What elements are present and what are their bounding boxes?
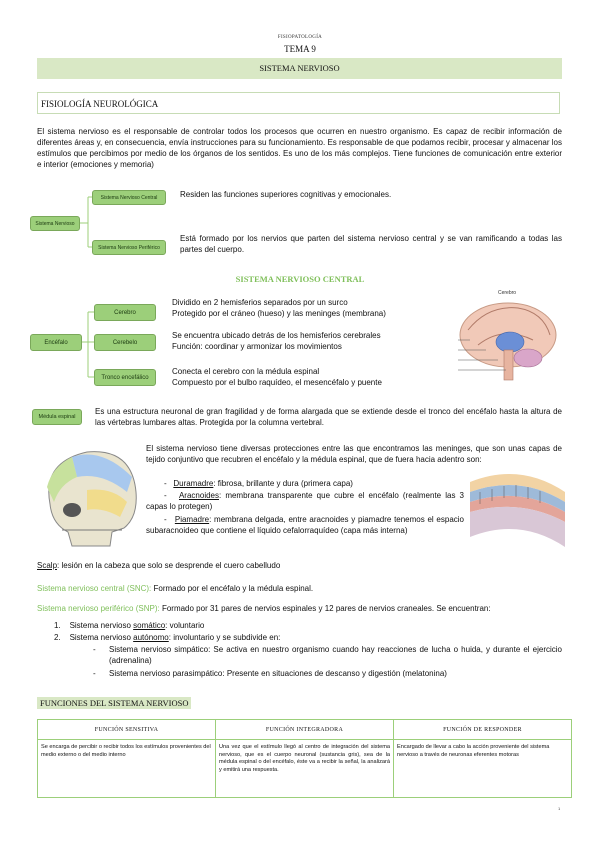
list-text: : voluntario [165,621,205,630]
header-integradora: FUNCIÓN INTEGRADORA [216,720,394,740]
meninges-illustration [470,462,565,550]
cell-responder: Encargado de llevar a cabo la acción proveniente del sistema nervioso a través de neuronas eferentes motoras [394,740,572,798]
node-snp: Sistema Nervioso Periférico [92,240,166,255]
dash: - [93,669,96,678]
list-text: Sistema nervioso [69,621,134,630]
autonomo-term: autónomo [133,633,169,642]
meninges-intro: El sistema nervioso tiene diversas protecciones entre las que encontramos las meninges, que son unas capas de tejido conjuntivo que recubren el encéfalo y la médula espinal, que de fuera hacia adentro son: [146,444,562,464]
snc-title: SISTEMA NERVIOSO CENTRAL [235,274,365,284]
node-sistema-nervioso: Sistema Nervioso [30,216,80,231]
aracnoides-term: Aracnoides [178,491,219,500]
page-number: 1 [558,806,561,811]
node-encefalo: Encéfalo [30,334,82,351]
snp-line-text: Formado por 31 pares de nervios espinales y 12 pares de nervios craneales. Se encuentran: [159,604,491,613]
medula-description: Es una estructura neuronal de gran fragilidad y de forma alargada que se extiende desde el tronco del encéfalo hasta la altura de las vértebras lumbares altas. Protegida por la columna vertebral. [95,407,562,427]
dash: - [164,515,167,524]
piamadre-term: Piamadre [174,515,210,524]
meninges-duramadre [164,478,414,489]
chapter-bar: SISTEMA NERVIOSO [37,58,562,79]
header-responder: FUNCIÓN DE RESPONDER [394,720,572,740]
skull-illustration [32,442,144,552]
piamadre-text: : membrana delgada, entre aracnoides y piamadre tenemos el espacio subaracnoideo que contiene el líquido cefalorraquídeo (capa más interna) [146,515,465,535]
cerebelo-line1: Se encuentra ubicado detrás de los hemisferios cerebrales [172,331,381,340]
section-title-fisiologia: FISIOLOGÍA NEUROLÓGICA [37,92,560,114]
scalp-text: : lesión en la cabeza que solo se desprende el cuero cabelludo [57,561,281,570]
duramadre-text: : fibrosa, brillante y dura (primera capa) [213,479,353,488]
list-number: 2. [54,633,61,642]
aracnoides-text: : membrana transparente que cubre el encéfalo (realmente las 3 capas lo protegen) [146,491,464,511]
cell-sensitiva: Se encarga de percibir o recibir todos los estímulos provenientes del medio externo o del medio interno [38,740,216,798]
node-tronco: Tronco encefálico [94,369,156,386]
brain-label: Cerebro [498,290,517,296]
tronco-line2: Compuesto por el bulbo raquídeo, el mesencéfalo y puente [172,378,382,387]
list-text: Sistema nervioso [69,633,134,642]
snc-term: Sistema nervioso central (SNC): [37,584,152,593]
node-medula-espinal: Médula espinal [32,409,82,425]
node-snc: Sistema Nervioso Central [92,190,166,205]
snp-description: Está formado por los nervios que parten del sistema nervioso central y se van ramificando a todas las partes del cuerpo. [180,234,562,254]
functions-title: FUNCIONES DEL SISTEMA NERVIOSO [37,697,191,709]
list-item-autonomo [54,632,534,643]
somatico-term: somático [133,621,166,630]
snp-term: Sistema nervioso periférico (SNP): [37,604,160,613]
list-text: : involuntario y se subdivide en: [168,633,281,642]
topic-title: TEMA 9 [284,44,316,54]
snp-line [37,603,562,614]
node-cerebelo: Cerebelo [94,334,156,351]
brain-illustration [448,290,563,390]
intro-paragraph: El sistema nervioso es el responsable de controlar todos los procesos que ocurren en nuestro organismo. Es capaz de recibir información de diferentes áreas y, en consecuencia, envía instrucciones para su funcionamiento. Es responsable de que podamos recibir, procesar y almacenar los estímulos que percibimos por medio de los órganos de los sentidos. Es uno de los más complejos. Tiene funciones de comunicación entre exterior e interior (emociones y memoria) [37,127,562,169]
list-item-somatico [54,620,534,631]
cerebro-line2: Protegido por el cráneo (hueso) y las meninges (membrana) [172,309,386,318]
simpatico-item: Sistema nervioso simpático: Se activa en nuestro organismo cuando hay reacciones de lucha o huida, y durante el ejercicio (adrenalina) [109,645,562,665]
list-number: 1. [54,621,61,630]
dash: - [93,645,96,654]
dash: - [164,491,167,500]
parasimpatico-item: Sistema nervioso parasimpático: Presente en situaciones de descanso y digestión (melatonina) [109,669,447,678]
scalp-term: Scalp [37,561,58,570]
snc-description: Residen las funciones superiores cognitivas y emocionales. [180,190,392,199]
functions-table [37,719,572,798]
cerebelo-line2: Función: coordinar y armonizar los movimientos [172,342,342,351]
duramadre-term: Duramadre [173,479,214,488]
subject-header: FISIOPATOLOGÍA [277,35,323,40]
scalp-line [37,560,537,571]
header-sensitiva: FUNCIÓN SENSITIVA [38,720,216,740]
cerebro-line1: Dividido en 2 hemisferios separados por un surco [172,298,348,307]
dash: - [164,479,167,488]
tronco-line1: Conecta el cerebro con la médula espinal [172,367,320,376]
meninges-aracnoides [146,490,464,512]
snc-line [37,583,557,594]
cell-integradora: Una vez que el estímulo llegó al centro de integración del sistema nervioso, que es el cuerpo neuronal (sustancia gris), sea de la médula espinal o del encéfalo, éste va a recibir la señal, la analizará y emitirá una respuesta. [216,740,394,798]
snc-line-text: Formado por el encéfalo y la médula espinal. [151,584,314,593]
node-cerebro: Cerebro [94,304,156,321]
meninges-piamadre [146,514,464,536]
